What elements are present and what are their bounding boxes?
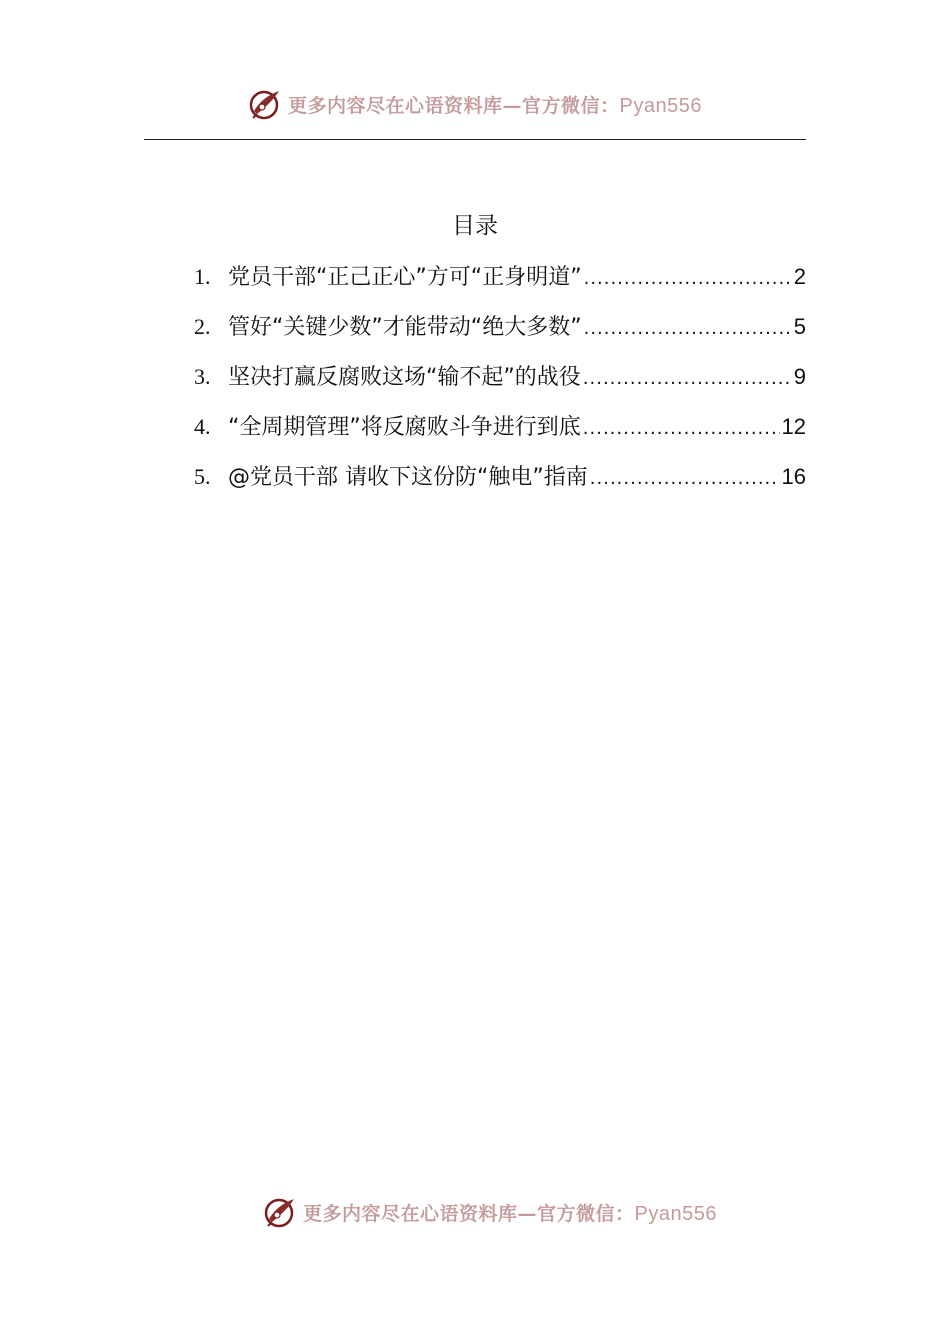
toc-dot-leader xyxy=(583,410,780,448)
watermark-text: 更多内容尽在心语资料库—官方微信：Pyan556 xyxy=(288,94,702,117)
toc-dot-leader xyxy=(584,260,792,298)
toc-entry-title: “全周期管理”将反腐败斗争进行到底 xyxy=(228,415,581,440)
toc-entry-title: 党员干部“正己正心”方可“正身明道” xyxy=(228,265,582,290)
footer-watermark xyxy=(15,1192,950,1232)
header-watermark xyxy=(0,84,950,124)
toc-entry-page: 16 xyxy=(781,464,806,489)
toc-entry-title: 管好“关键少数”才能带动“绝大多数” xyxy=(228,315,582,340)
toc-dot-leader xyxy=(584,310,792,348)
toc-entry-page: 5 xyxy=(793,314,806,339)
toc-entry-number: 5. xyxy=(194,464,211,489)
toc-entry[interactable] xyxy=(194,308,806,358)
toc-entry[interactable] xyxy=(194,258,806,308)
toc-entry[interactable] xyxy=(194,358,806,408)
toc-entry-page: 2 xyxy=(793,264,806,289)
toc-entry-title: 坚决打赢反腐败这场“输不起”的战役 xyxy=(228,365,581,390)
toc-entry-number: 3. xyxy=(194,364,211,389)
quill-pen-logo-icon xyxy=(248,87,282,121)
toc-entry-number: 1. xyxy=(194,264,211,289)
toc-entry-page: 12 xyxy=(781,414,806,439)
toc-dot-leader xyxy=(590,460,780,498)
toc-entry[interactable] xyxy=(194,408,806,458)
quill-pen-logo-icon xyxy=(263,1195,297,1229)
toc-entry-title: @党员干部 请收下这份防“触电”指南 xyxy=(228,465,588,490)
toc-entry-page: 9 xyxy=(793,364,806,389)
toc-entry-number: 4. xyxy=(194,414,211,439)
header-divider xyxy=(144,139,806,140)
toc-title: 目录 xyxy=(452,213,498,239)
toc-entry-number: 2. xyxy=(194,314,211,339)
watermark-text: 更多内容尽在心语资料库—官方微信：Pyan556 xyxy=(303,1202,717,1225)
toc-dot-leader xyxy=(583,360,792,398)
toc-entry[interactable] xyxy=(194,458,806,508)
table-of-contents xyxy=(194,258,806,508)
